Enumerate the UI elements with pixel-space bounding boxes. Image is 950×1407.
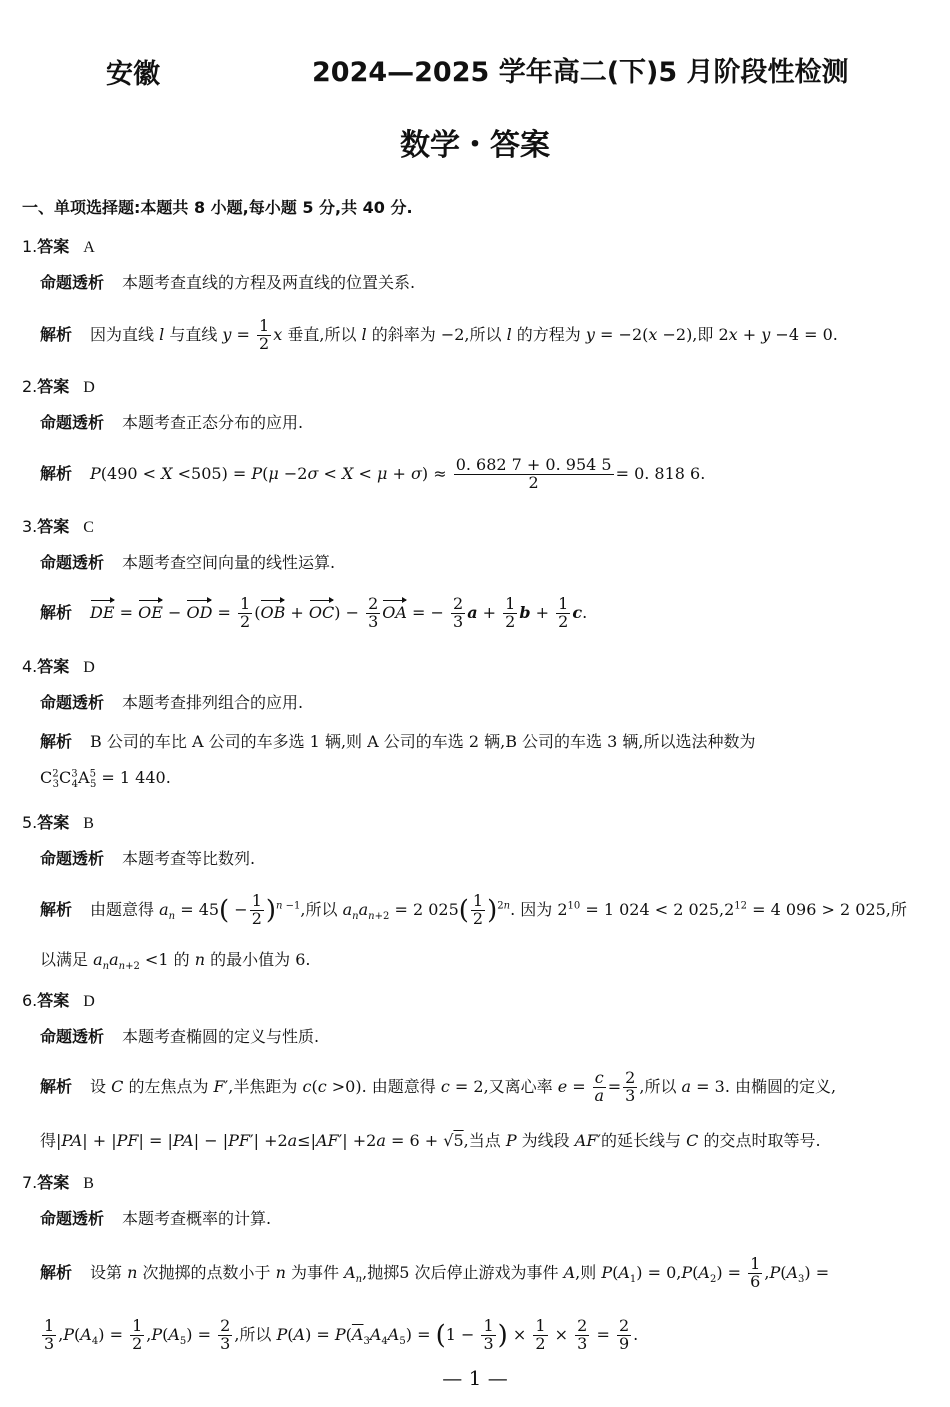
question-5-analysis: 解析 由题意得 $a_n = 45$( − $\frac{1}{2}$ )$^{n -1}$,所以 $a_na_{n+2} = 2$ 025( $\frac{1}{2}$ )$^{2n}$. 因为 $2^{10} = 1$ 024 < 2 $025,2^{12} = 4$ 096 > 2 025,所 xyxy=(40,891,907,928)
question-7-analysis-cont: $\frac{1}{3}$ $,P(A_4)$ = $\frac{1}{2}$ $,P(A_5)$ = $\frac{2}{3}$ ,所以 $P(A) = P(\overline{A}_3A_4A_5) = (1$ − $\frac{1}{3}$ ) × $\frac{1}{2}$ × $\frac{2}{3}$ = $\frac{2}{9}$ . xyxy=(44,1316,639,1353)
question-4-header: 4.答案 D xyxy=(22,657,95,676)
question-6-answer: D xyxy=(83,993,95,1010)
question-5-answer: B xyxy=(83,815,94,832)
question-4-intent: 命题透析 本题考查排列组合的应用. xyxy=(40,693,304,712)
question-5-intent: 命题透析 本题考查等比数列. xyxy=(40,849,256,868)
question-7-answer: B xyxy=(83,1175,94,1192)
document-subtitle: 数学・答案 xyxy=(400,128,550,163)
question-6-analysis: 解析 设 C 的左焦点为 F′,半焦距为 c(c >0). 由题意得 c = 2,又离心率 e = $\frac{c}{a}$ = $\frac{2}{3}$ ,所以 a = 3. 由椭圆的定义, xyxy=(40,1068,837,1105)
question-4-answer: D xyxy=(83,659,95,676)
question-6-header: 6.答案 D xyxy=(22,991,95,1010)
question-3-analysis: 解析 DE = OE − OD = $\frac{1}{2}$ (OB + OC) − $\frac{2}{3}$ OA = − $\frac{2}{3}$ a + $\frac{1}{2}$ b + $\frac{1}{2}$ c. xyxy=(40,594,588,631)
question-3-intent: 命题透析 本题考查空间向量的线性运算. xyxy=(40,553,336,572)
question-7-intent: 命题透析 本题考查概率的计算. xyxy=(40,1209,272,1228)
question-2-answer: D xyxy=(83,379,95,396)
question-1-answer: A xyxy=(83,239,95,256)
question-5-analysis-cont: 以满足 $a_na_{n+2} <1$ 的 n 的最小值为 6. xyxy=(40,950,311,973)
question-3-header: 3.答案 C xyxy=(22,517,94,536)
question-4-analysis: 解析 B 公司的车比 A 公司的车多选 1 辆,则 A 公司的车选 2 辆,B 公司的车选 3 辆,所以选法种数为 xyxy=(40,732,756,751)
question-7-analysis: 解析 设第 n 次抛掷的点数小于 n 为事件 $A_n$,抛掷5 次后停止游戏为事件 A,则 $P(A_1) = 0,P(A_2)$ = $\frac{1}{6}$ $,P(A_3)$ = xyxy=(40,1254,830,1291)
question-2-intent: 命题透析 本题考查正态分布的应用. xyxy=(40,413,304,432)
question-1-intent: 命题透析 本题考查直线的方程及两直线的位置关系. xyxy=(40,273,416,292)
question-3-answer: C xyxy=(83,519,94,536)
region-label: 安徽 xyxy=(106,59,160,90)
page-number: — 1 — xyxy=(442,1366,508,1390)
question-4-analysis-cont: $C^2_3C^3_4A^5_5 = 1$ 440. xyxy=(40,768,171,791)
document-title: 2024—2025 学年高二(下)5 月阶段性检测 xyxy=(312,57,849,88)
question-6-intent: 命题透析 本题考查椭圆的定义与性质. xyxy=(40,1027,320,1046)
section-heading: 一、单项选择题:本题共 8 小题,每小题 5 分,共 40 分. xyxy=(22,198,413,217)
question-5-header: 5.答案 B xyxy=(22,813,94,832)
question-2-header: 2.答案 D xyxy=(22,377,95,396)
question-7-header: 7.答案 B xyxy=(22,1173,94,1192)
question-1-analysis: 解析 因为直线 l 与直线 y = $\frac{1}{2}$ x 垂直,所以 l 的斜率为 −2,所以 l 的方程为 y = −2(x −2),即 2x + y −4 = 0. xyxy=(40,316,838,353)
question-2-analysis: 解析 P(490 < X <505) = P(μ −2σ < X < μ + σ) ≈ $\frac{0. 682 7 + 0. 954 5}{2}$ = 0. 818 6. xyxy=(40,455,706,492)
question-6-analysis-cont: 得|PA| + |PF| = |PA| − |PF′| +2a≤|AF′| +2a = 6 + √5,当点 P 为线段 AF′的延长线与 C 的交点时取等号. xyxy=(40,1131,821,1150)
question-1-header: 1.答案 A xyxy=(22,237,95,256)
